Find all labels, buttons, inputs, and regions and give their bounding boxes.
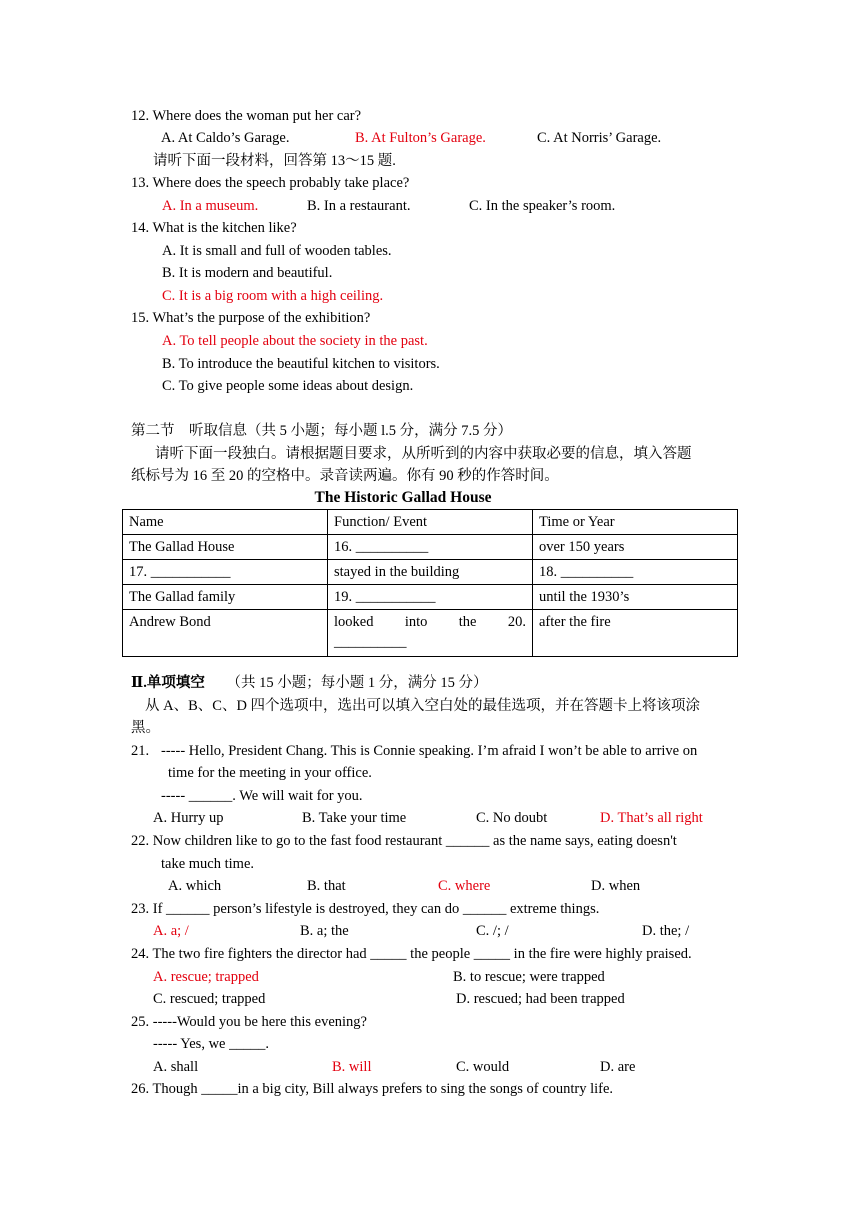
q25-line2: ----- Yes, we _____.	[153, 1036, 269, 1052]
q14-option-c: C. It is a big room with a high ceiling.	[162, 288, 384, 304]
q22-line2: take much time.	[161, 856, 255, 872]
table-cell: The Gallad House	[123, 535, 328, 560]
table-cell: after the fire	[533, 610, 738, 657]
q24-stem: 24. The two fire fighters the director had _____ the people _____ in the fire were highly praised.	[131, 946, 692, 962]
q13-option-a: A. In a museum.	[162, 198, 259, 214]
q23-option-c: C. /; /	[476, 923, 509, 939]
table-cell: The Gallad family	[123, 585, 328, 610]
table-row	[123, 560, 738, 585]
cell-word: 20.	[507, 614, 526, 630]
section2-instruction-line1: 请听下面一段独白。请根据题目要求，从所听到的内容中获取必要的信息，填入答题	[155, 446, 692, 462]
q25-option-d: D. are	[600, 1059, 636, 1075]
answer-blank-20: __________	[334, 634, 407, 650]
table-row	[123, 585, 738, 610]
gallad-house-table	[122, 509, 738, 657]
q13-option-c: C. In the speaker’s room.	[469, 198, 616, 214]
q12-option-a: A. At Caldo’s Garage.	[161, 130, 290, 146]
q24-option-c: C. rescued; trapped	[153, 991, 266, 1007]
q23-option-d: D. the; /	[642, 923, 690, 939]
q14-option-b: B. It is modern and beautiful.	[162, 265, 333, 281]
header-function: Function/ Event	[328, 510, 533, 535]
q22-option-a: A. which	[168, 878, 222, 894]
q25-option-a: A. shall	[153, 1059, 199, 1075]
part2-title: Ⅱ.单项填空	[131, 675, 205, 691]
q14-stem: 14. What is the kitchen like?	[131, 220, 297, 236]
q12-option-c: C. At Norris’ Garage.	[537, 130, 662, 146]
table-cell: over 150 years	[533, 535, 738, 560]
q21-number: 21.	[131, 743, 150, 759]
section2-title: 第二节 听取信息（共 5 小题；每小题 l.5 分，满分 7.5 分）	[131, 423, 513, 439]
q24-option-a: A. rescue; trapped	[153, 969, 259, 985]
q12-option-b: B. At Fulton’s Garage.	[355, 130, 486, 146]
part2-heading	[131, 673, 487, 693]
q22-line1: 22. Now children like to go to the fast food restaurant ______ as the name says, eating doesn't	[131, 833, 677, 849]
section2-instruction-line2: 纸标号为 16 至 20 的空格中。录音读两遍。你有 90 秒的作答时间。	[131, 468, 559, 484]
q14-option-a: A. It is small and full of wooden tables.	[162, 243, 392, 259]
q26-stem: 26. Though _____in a big city, Bill always prefers to sing the songs of country life.	[131, 1081, 614, 1097]
header-name: Name	[123, 510, 328, 535]
q23-stem: 23. If ______ person’s lifestyle is destroyed, they can do ______ extreme things.	[131, 901, 600, 917]
q22-option-c: C. where	[438, 878, 491, 894]
q25-stem: 25. -----Would you be here this evening?	[131, 1014, 367, 1030]
q22-option-b: B. that	[307, 878, 346, 894]
q13-option-b: B. In a restaurant.	[307, 198, 411, 214]
answer-blank-17: 17. ___________	[123, 560, 328, 585]
answer-blank-16: 16. __________	[328, 535, 533, 560]
q22-option-d: D. when	[591, 878, 641, 894]
q21-option-b: B. Take your time	[302, 810, 407, 826]
table-header-row	[123, 510, 738, 535]
q23-option-a: A. a; /	[153, 923, 189, 939]
part2-score: （共 15 小题；每小题 1 分，满分 15 分）	[226, 675, 488, 691]
q21-line2: time for the meeting in your office.	[168, 765, 372, 781]
table-cell: stayed in the building	[328, 560, 533, 585]
q23-option-b: B. a; the	[300, 923, 349, 939]
q15-stem: 15. What’s the purpose of the exhibition?	[131, 310, 371, 326]
q21-option-c: C. No doubt	[476, 810, 548, 826]
q15-option-b: B. To introduce the beautiful kitchen to visitors.	[162, 356, 440, 372]
table-row	[123, 610, 738, 657]
q25-option-c: C. would	[456, 1059, 510, 1075]
answer-blank-19: 19. ___________	[328, 585, 533, 610]
header-time: Time or Year	[533, 510, 738, 535]
q21-line3: ----- ______. We will wait for you.	[161, 788, 363, 804]
q24-option-d: D. rescued; had been trapped	[456, 991, 625, 1007]
instruction-13-15: 请听下面一段材料，回答第 13～15 题.	[153, 153, 396, 169]
q21-option-d: D. That’s all right	[600, 810, 703, 826]
answer-blank-18: 18. __________	[533, 560, 738, 585]
table-row	[123, 535, 738, 560]
q15-option-c: C. To give people some ideas about design.	[162, 378, 414, 394]
cell-word: looked	[334, 614, 374, 630]
q21-line1: ----- Hello, President Chang. This is Connie speaking. I’m afraid I won’t be able to arrive on	[161, 743, 698, 759]
q13-stem: 13. Where does the speech probably take place?	[131, 175, 410, 191]
table-cell: until the 1930’s	[533, 585, 738, 610]
table-title: The Historic Gallad House	[314, 489, 492, 506]
answer-blank-20-cell	[328, 610, 533, 657]
part2-instruction-line2: 黑。	[131, 720, 160, 736]
q25-option-b: B. will	[332, 1059, 372, 1075]
q21-option-a: A. Hurry up	[153, 810, 224, 826]
table-cell: Andrew Bond	[123, 610, 328, 657]
q12-stem: 12. Where does the woman put her car?	[131, 108, 362, 124]
q15-option-a: A. To tell people about the society in the past.	[162, 333, 428, 349]
cell-word: into	[404, 614, 428, 630]
q24-option-b: B. to rescue; were trapped	[453, 969, 605, 985]
cell-word: the	[458, 614, 477, 630]
part2-instruction-line1: 从 A、B、C、D 四个选项中，选出可以填入空白处的最佳选项，并在答题卡上将该项涂	[145, 698, 701, 714]
